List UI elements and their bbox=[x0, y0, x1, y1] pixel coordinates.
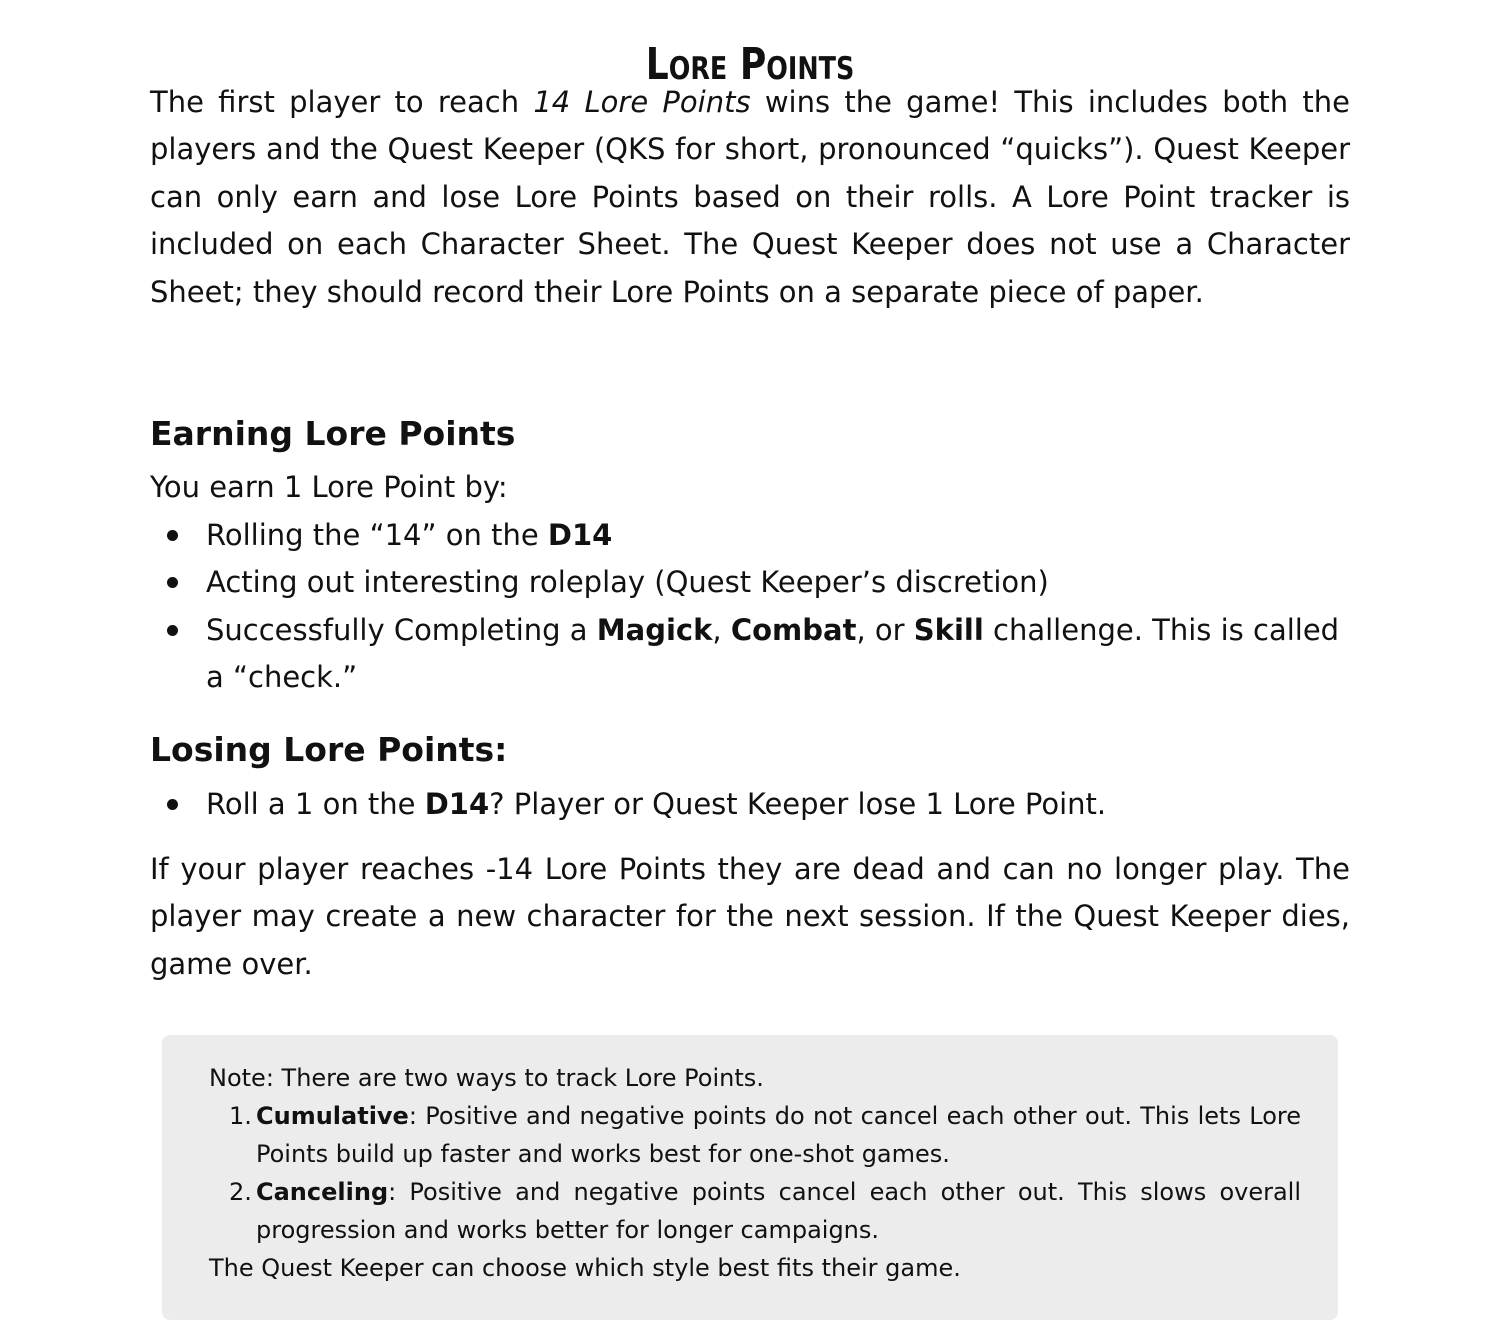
intro-paragraph bbox=[150, 79, 1350, 316]
list-item-text: Acting out interesting roleplay (Quest Keeper’s discretion) bbox=[206, 565, 1049, 600]
list-item bbox=[150, 781, 1350, 828]
note-item-number: 2. bbox=[229, 1178, 252, 1206]
list-item bbox=[150, 559, 1350, 606]
bullet-icon bbox=[167, 530, 178, 541]
note-list-item bbox=[209, 1173, 1301, 1249]
bullet-icon bbox=[167, 799, 178, 810]
note-outro: The Quest Keeper can choose which style best fits their game. bbox=[209, 1254, 961, 1282]
intro-emphasis: 14 Lore Points bbox=[533, 85, 751, 119]
list-item-text: Successfully Completing a Magick, Combat, or Skill challenge. This is called a “check.” bbox=[206, 612, 1340, 695]
earning-heading: Earning Lore Points bbox=[150, 414, 516, 453]
note-item-text: Cumulative: Positive and negative points do not cancel each other out. This lets Lore Points build up faster and works best for one-shot games. bbox=[256, 1102, 1301, 1168]
page-title: Lore Points bbox=[645, 39, 855, 91]
note-list-item bbox=[209, 1097, 1301, 1173]
intro-text-start: The first player to reach bbox=[150, 85, 534, 119]
bullet-icon bbox=[167, 577, 178, 588]
earning-intro: You earn 1 Lore Point by: bbox=[150, 470, 508, 504]
note-item-number: 1. bbox=[229, 1102, 252, 1130]
intro-text-end: wins the game! This includes both the players and the Quest Keeper (QKS for short, pronounced “quicks”). Quest Keeper can only earn and lose Lore Points based on their rolls. A Lore Point tracker is included on each Character Sheet. The Quest Keeper does not use a Character Sheet; they should record their Lore Points on a separate piece of paper. bbox=[150, 85, 1351, 309]
list-item bbox=[150, 607, 1350, 702]
note-list bbox=[209, 1097, 1301, 1249]
death-paragraph: If your player reaches -14 Lore Points they are dead and can no longer play. The player may create a new character for the next session. If the Quest Keeper dies, game over. bbox=[150, 852, 1350, 981]
losing-heading: Losing Lore Points: bbox=[150, 730, 508, 769]
note-box bbox=[162, 1035, 1338, 1320]
list-item-text: Roll a 1 on the D14? Player or Quest Keeper lose 1 Lore Point. bbox=[206, 787, 1107, 821]
losing-list bbox=[150, 781, 1350, 828]
bullet-icon bbox=[167, 625, 178, 636]
note-intro: Note: There are two ways to track Lore Points. bbox=[209, 1064, 764, 1092]
note-item-text: Canceling: Positive and negative points cancel each other out. This slows overall progression and works better for longer campaigns. bbox=[256, 1178, 1301, 1244]
earning-list bbox=[150, 512, 1350, 702]
list-item bbox=[150, 512, 1350, 559]
list-item-text: Rolling the “14” on the D14 bbox=[206, 518, 613, 552]
